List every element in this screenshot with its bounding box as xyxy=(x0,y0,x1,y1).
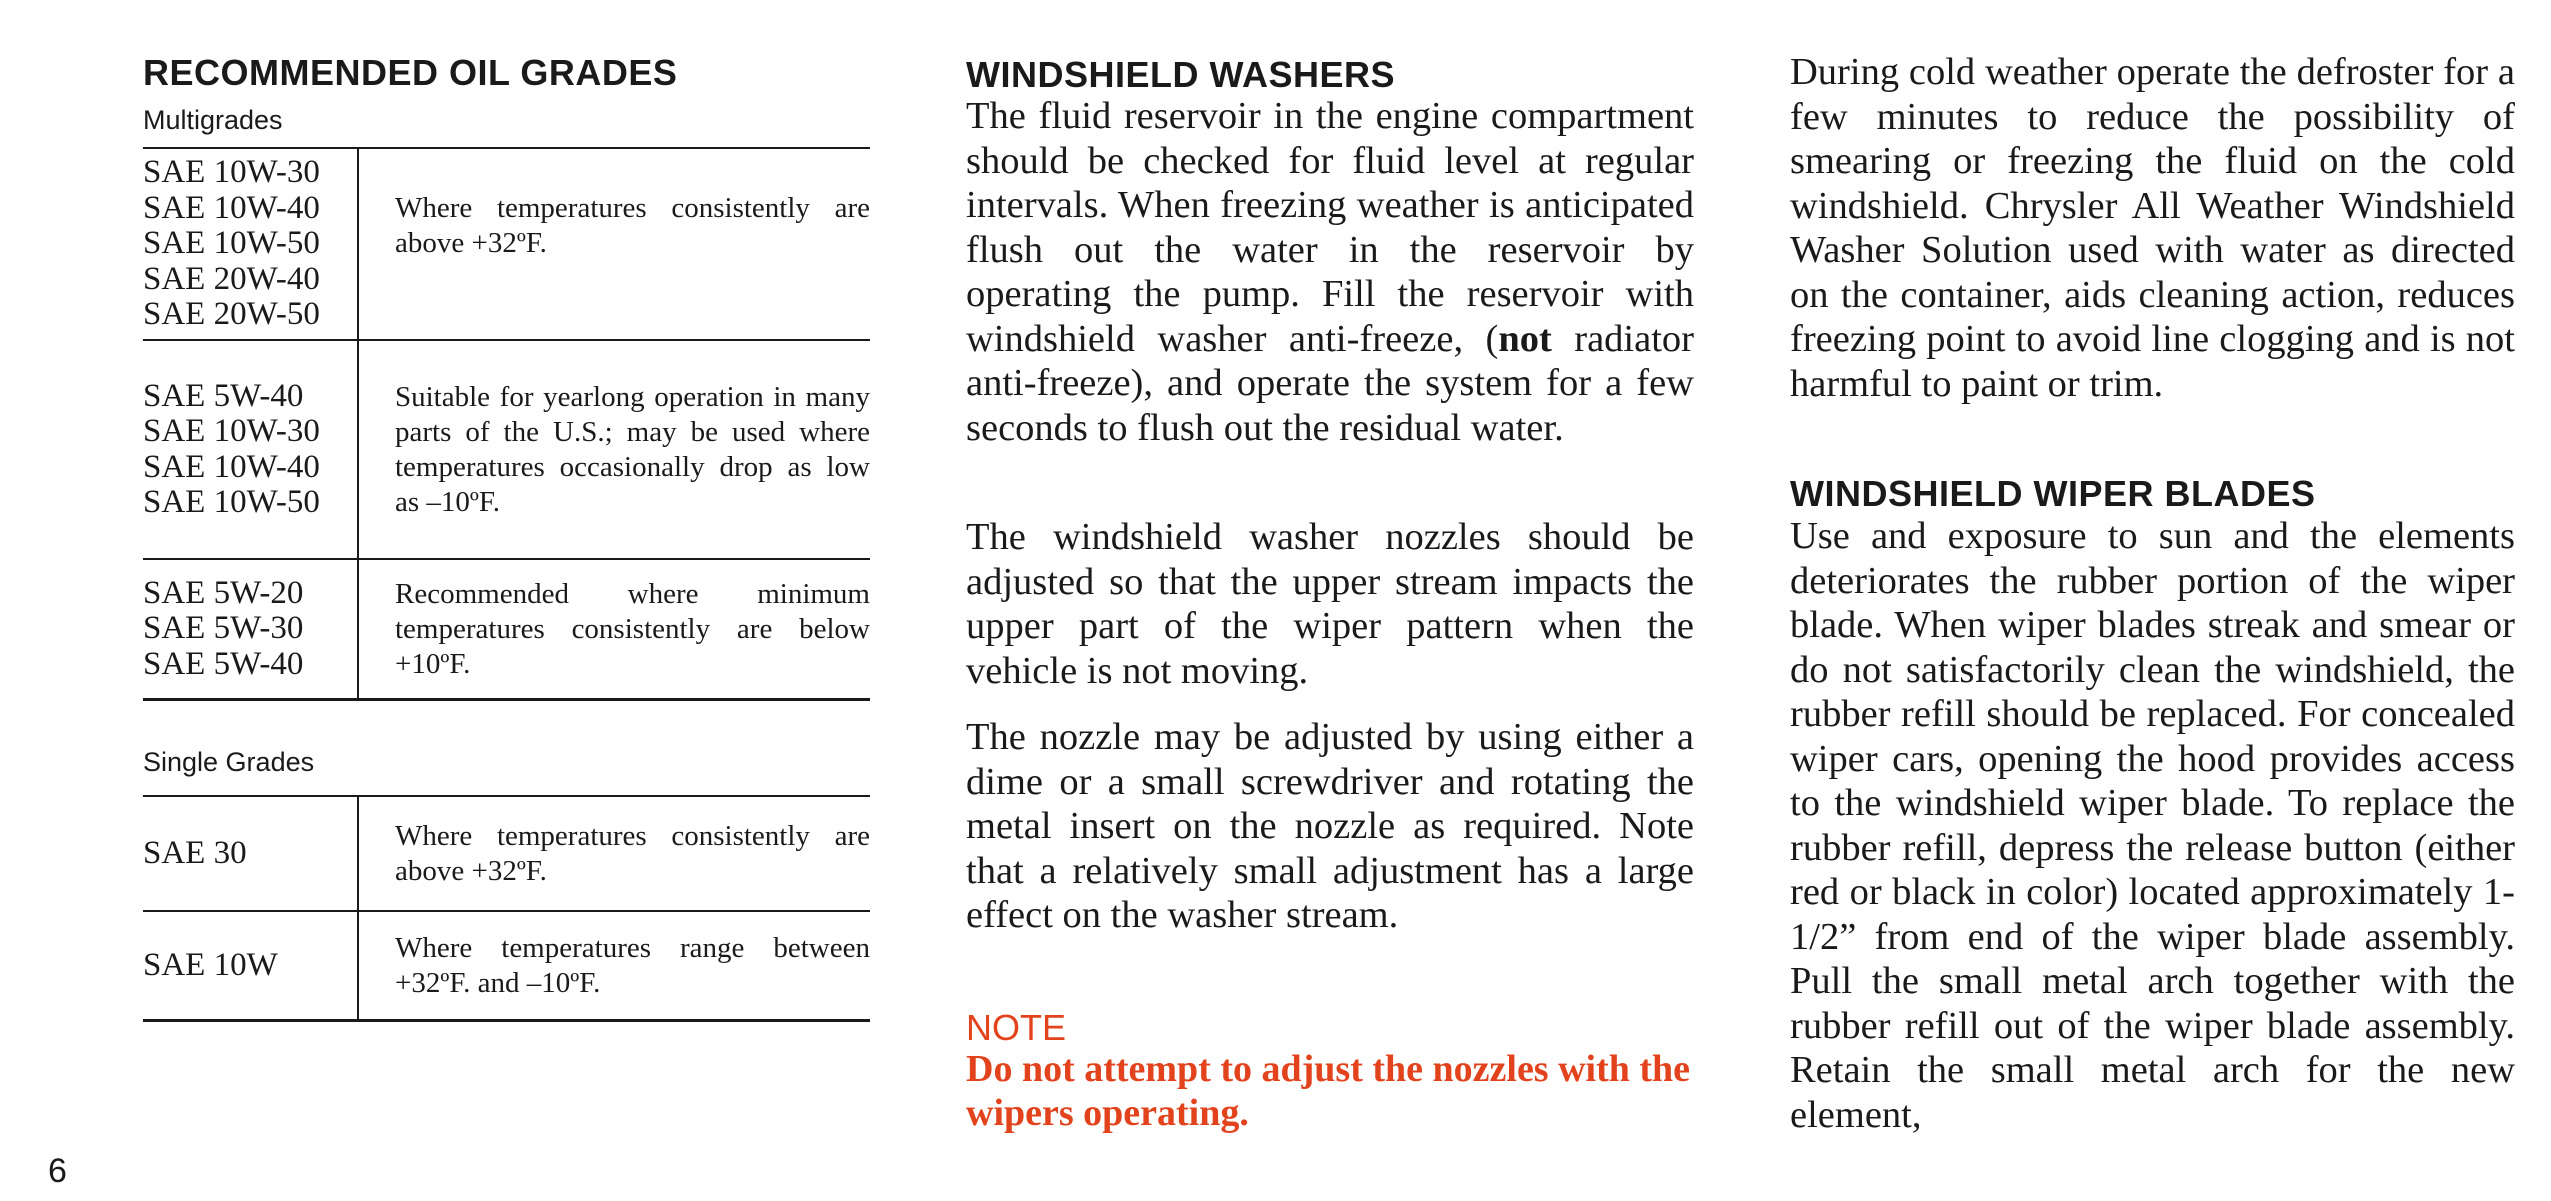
grade-item: SAE 5W-30 xyxy=(143,610,304,647)
washers-paragraph-1: The fluid reservoir in the engine compartment should be checked for fluid level at regular intervals. When freezing weather is anticipated flush out the water in the reservoir by operating the pump. Fill the reservoir with windshield washer anti-freeze, (not radiator anti-freeze), and operate the system for a few seconds to flush out the residual water. xyxy=(966,95,1694,449)
grade-item: SAE 5W-20 xyxy=(143,574,304,611)
grade-item: SAE 10W-40 xyxy=(143,448,320,485)
grade-list xyxy=(143,560,359,698)
grade-item: SAE 10W-30 xyxy=(143,154,320,191)
grade-item: SAE 10W-50 xyxy=(143,484,320,520)
grade-item: SAE 10W xyxy=(143,946,278,983)
note-text: Do not attempt to adjust the nozzles with the wipers operating. xyxy=(966,1048,1691,1134)
grade-item: SAE 10W-40 xyxy=(143,189,320,226)
grade-list xyxy=(143,341,359,558)
grade-item: SAE 5W-40 xyxy=(143,377,304,414)
washers-paragraph-3: The nozzle may be adjusted by using either a dime or a small screwdriver and rotating the metal insert on the nozzle as required. Note that a relatively small adjustment has a large effect on the washer stream. xyxy=(966,716,1694,936)
table-row xyxy=(143,147,870,339)
single-grades-table xyxy=(143,795,870,1022)
grade-description: Recommended where minimum temperatures consistently are below +10ºF. xyxy=(395,577,870,680)
grade-item: SAE 30 xyxy=(143,834,247,871)
multigrades-table xyxy=(143,147,870,701)
washers-paragraph-2: The windshield washer nozzles should be adjusted so that the upper stream impacts the upper part of the wiper pattern when the vehicle is not moving. xyxy=(966,516,1694,692)
oil-grades-title: RECOMMENDED OIL GRADES xyxy=(143,52,678,93)
table-row xyxy=(143,339,870,558)
grade-item: SAE 5W-40 xyxy=(143,645,304,682)
grade-description: Suitable for yearlong operation in many parts of the U.S.; may be used where temperatures occasionally drop as low as –10ºF. xyxy=(395,380,870,518)
grade-list xyxy=(143,149,359,339)
wiper-paragraph: Use and exposure to sun and the elements deteriorates the rubber portion of the wiper blade. When wiper blades streak and smear or do not satisfactorily clean the windshield, the rubber refill should be replaced. For concealed wiper cars, opening the hood provides access to the windshield wiper blade. To replace the rubber refill, depress the release button (either red or black in color) located approximately 1-1/2” from end of the wiper blade assembly. Pull the small metal arch together with the rubber refill out of the wiper blade assembly. Retain the small metal arch for the new element, xyxy=(1790,515,2515,1136)
grade-list xyxy=(143,912,359,1019)
grade-item: SAE 20W-40 xyxy=(143,260,320,297)
grade-description: Where temperatures consistently are above +32ºF. xyxy=(395,819,870,887)
multigrades-label: Multigrades xyxy=(143,105,283,135)
grade-item: SAE 10W-30 xyxy=(143,413,320,449)
table-row xyxy=(143,795,870,910)
defroster-paragraph: During cold weather operate the defroster for a few minutes to reduce the possibility of smearing or freezing the fluid on the cold windshield. Chrysler All Weather Windshield Washer Solution used with water as directed on the container, aids cleaning action, reduces freezing point to avoid line clogging and is not harmful to paint or trim. xyxy=(1790,51,2515,405)
table-row xyxy=(143,558,870,698)
single-grades-label: Single Grades xyxy=(143,747,315,777)
grade-item: SAE 20W-50 xyxy=(143,296,320,333)
grade-item: SAE 10W-50 xyxy=(143,225,320,262)
wiper-blades-title: WINDSHIELD WIPER BLADES xyxy=(1790,473,2316,514)
note-label: NOTE xyxy=(966,1007,1067,1048)
grade-description: Where temperatures range between +32ºF. and –10ºF. xyxy=(395,931,870,999)
page-number: 6 xyxy=(48,1152,67,1190)
table-row xyxy=(143,910,870,1019)
grade-description: Where temperatures consistently are above +32ºF. xyxy=(395,192,870,259)
grade-list xyxy=(143,797,359,910)
windshield-washers-title: WINDSHIELD WASHERS xyxy=(966,54,1396,95)
